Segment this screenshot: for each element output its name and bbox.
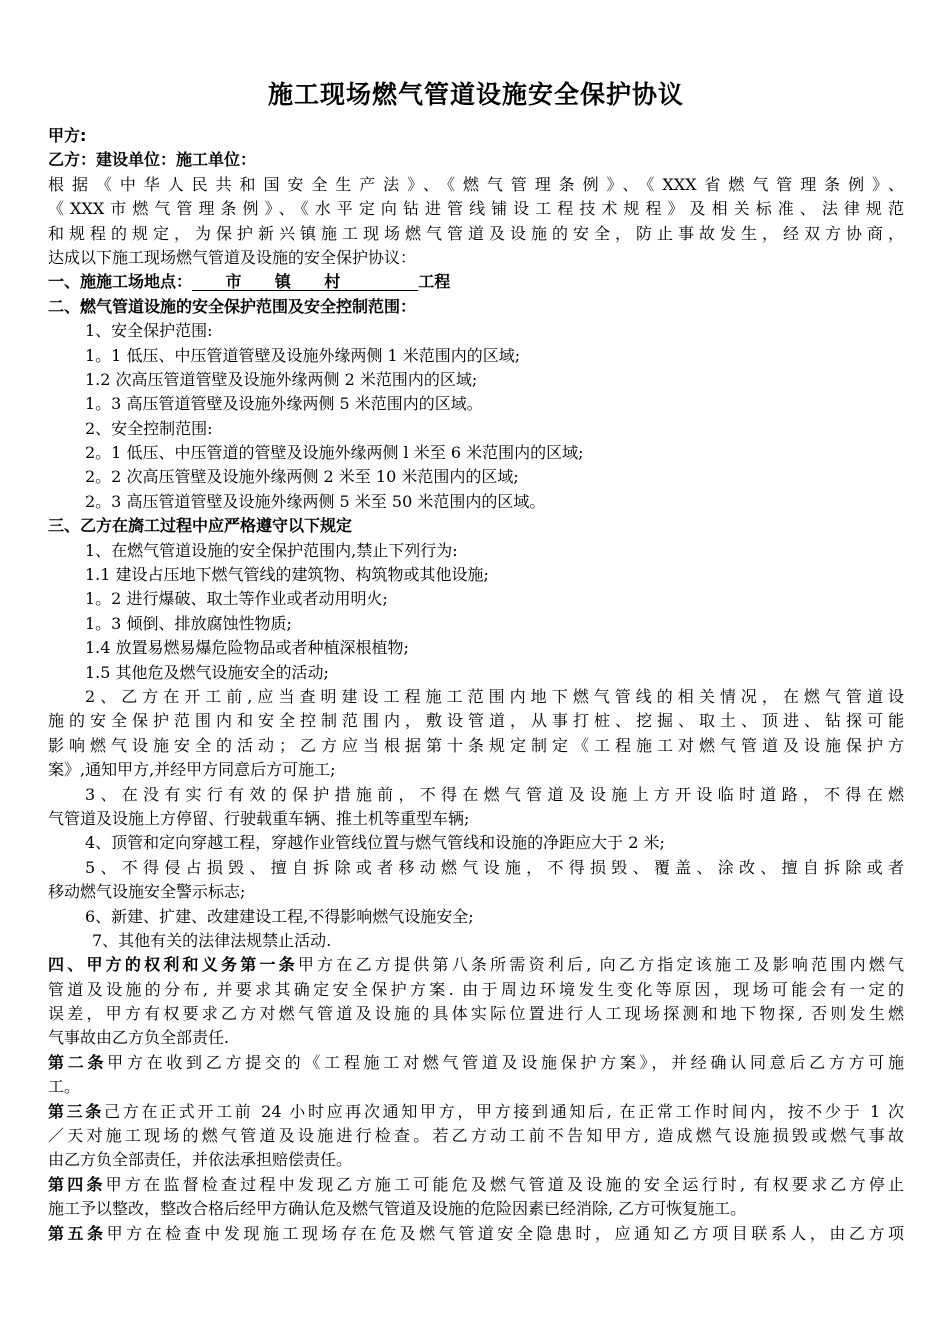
sec2-line-7: 2。2 次高压管壁及设施外缘两侧 2 米至 10 米范围内的区域; (85, 467, 519, 487)
article-3-line-3: 由乙方负全部责任，并依法承担赔偿责任。 (48, 1150, 353, 1170)
document-title: 施工现场燃气管道设施安全保护协议 (267, 80, 684, 109)
article-5-label: 第五条 (48, 1223, 107, 1243)
article-5-line-1 (48, 1222, 904, 1246)
article-2-line-1 (48, 1051, 904, 1075)
sec3-p3-line-2: 气管道及设施上方停留、行驶载重车辆、推土机等重型车辆; (48, 808, 470, 828)
sec4-line-3: 误差，甲方有权要求乙方对燃气管道及设施的具体实际位置进行人工现场探测和地下物探, 否则发生燃 (48, 1004, 904, 1024)
sec3-line-3: 1。2 进行爆破、取土等作业或者动用明火; (85, 589, 388, 609)
sec4-line-4: 气事故由乙方负全部责任. (48, 1028, 230, 1048)
section-1-site-line (48, 270, 904, 294)
party-a-line: 甲方: (48, 126, 87, 145)
article-2-text: 甲方在收到乙方提交的《工程施工对燃气管道及设施保护方案》，并经确认同意后乙方方可施 (107, 1052, 904, 1072)
sec2-line-1: 1、安全保护范围: (85, 321, 213, 341)
sec4-line-2: 管道及设施的分布, 并要求其确定安全保护方案. 由于周边环境发生变化等原因，现场可能会有一定的 (48, 979, 904, 999)
article-2-line-2: 工。 (48, 1077, 81, 1097)
article-3-line-2: ／天对施工现场的燃气管道及设施进行检查。若乙方动工前不告知甲方, 造成燃气设施损毁或燃气事故 (48, 1126, 904, 1146)
sec3-p2-line-4: 案》,通知甲方,并经甲方同意后方可施工; (48, 760, 336, 780)
party-b-line: 乙方：建设单位：施工单位： (48, 150, 257, 170)
sec3-line-4: 1。3 倾倒、排放腐蚀性物质; (85, 613, 292, 633)
sec3-line-5: 1.4 放置易燃易爆危险物品或者种植深根植物; (85, 638, 409, 658)
sec3-p6: 6、新建、扩建、改建建设工程,不得影响燃气设施安全; (85, 906, 474, 926)
article-3-line-1 (48, 1100, 904, 1124)
intro-line-4: 达成以下施工现场燃气管道及设施的安全保护协议： (48, 247, 417, 267)
sec3-p2-line-1: 2、乙方在开工前,应当查明建设工程施工范围内地下燃气管线的相关情况，在燃气管道设 (85, 686, 904, 706)
section-4-heading: 四、甲方的权利和义务第一条 (48, 955, 298, 975)
article-2-label: 第二条 (48, 1052, 108, 1072)
sec3-p7: 7、其他有关的法律法规禁止活动. (92, 930, 332, 950)
sec2-line-4: 1。3 高压管道管壁及设施外缘两侧 5 米范围内的区域。 (85, 394, 483, 414)
sec4-first-text: 甲方在乙方提供第八条所需资利后, 向乙方指定该施工及影响范围内燃气 (297, 955, 904, 975)
sec4-line-1 (48, 953, 904, 977)
sec2-line-8: 2。3 高压管道管壁及设施外缘两侧 5 米至 50 米范围内的区域。 (85, 491, 546, 511)
article-4-line-2: 施工予以整改，整改合格后经甲方确认危及燃气管道及设施的危险因素已经消除, 乙方可恢复施工。 (48, 1199, 747, 1219)
article-4-text: 甲方在监督检查过程中发现乙方施工可能危及燃气管道及设施的安全运行时, 有权要求乙方停止 (105, 1174, 904, 1194)
sec2-line-2: 1。1 低压、中压管道管壁及设施外缘两侧 1 米范围内的区域; (85, 345, 521, 365)
article-3-text: 己方在正式开工前 24 小时应再次通知甲方，甲方接到通知后, 在正常工作时间内，按不少于 1 次 (104, 1101, 904, 1121)
article-3-label: 第三条 (48, 1101, 105, 1121)
sec3-p5-line-2: 移动燃气设施安全警示标志; (48, 882, 246, 902)
sec3-line-2: 1.1 建设占压地下燃气管线的建筑物、构筑物或其他设施; (85, 565, 489, 585)
article-4-label: 第四条 (48, 1174, 106, 1194)
article-5-text: 甲方在检查中发现施工现场存在危及燃气管道安全隐患时，应通知乙方项目联系人，由乙方项 (106, 1223, 904, 1243)
sec3-p2-line-3: 影响燃气设施安全的活动；乙方应当根据第十条规定制定《工程施工对燃气管道及设施保护方 (48, 735, 904, 755)
sec3-p4: 4、顶管和定向穿越工程，穿越作业管线位置与燃气管线和设施的净距应大于 2 米; (85, 833, 665, 853)
intro-line-2: 《XXX市燃气管理条例》、《水平定向钻进管线铺设工程技术规程》及相关标准、法律规范 (48, 199, 904, 219)
agreement-document (48, 78, 904, 1246)
sec3-line-1: 1、在燃气管道设施的安全保护范围内,禁止下列行为: (85, 540, 458, 560)
intro-line-3: 和规程的规定，为保护新兴镇施工现场燃气管道及设施的安全，防止事故发生，经双方协商， (48, 223, 904, 243)
section-3-heading: 三、乙方在旖工过程中应严格遵守以下规定 (48, 516, 353, 536)
sec3-p2-line-2: 施的安全保护范围内和安全控制范围内，敷设管道，从事打桩、挖掘、取土、顶进、钻探可能 (48, 711, 904, 731)
sec3-line-6: 1.5 其他危及燃气设施安全的活动; (85, 662, 329, 682)
article-4-line-1 (48, 1173, 904, 1197)
section-1-suffix: 工程 (418, 272, 451, 292)
sec2-line-3: 1.2 次高压管道管壁及设施外缘两侧 2 米范围内的区域; (85, 369, 478, 389)
site-location-blank: 市 镇 村 (192, 272, 419, 292)
sec3-p3-line-1: 3、在没有实行有效的保护措施前，不得在燃气管道及设施上方开设临时道路，不得在燃 (85, 784, 904, 804)
sec3-p5-line-1: 5、不得侵占损毁、擅自拆除或者移动燃气设施，不得损毁、覆盖、涂改、擅自拆除或者 (85, 857, 904, 877)
section-2-heading: 二、燃气管道设施的安全保护范围及安全控制范围： (48, 296, 417, 316)
intro-line-1: 根据《中华人民共和国安全生产法》、《燃气管理条例》、《XXX省燃气管理条例》、 (48, 174, 904, 194)
sec2-line-5: 2、安全控制范围: (85, 418, 213, 438)
sec2-line-6: 2。1 低压、中压管道的管壁及设施外缘两侧 l 米至 6 米范围内的区域; (85, 443, 584, 463)
section-1-label: 一、施施工场地点： (48, 272, 193, 292)
